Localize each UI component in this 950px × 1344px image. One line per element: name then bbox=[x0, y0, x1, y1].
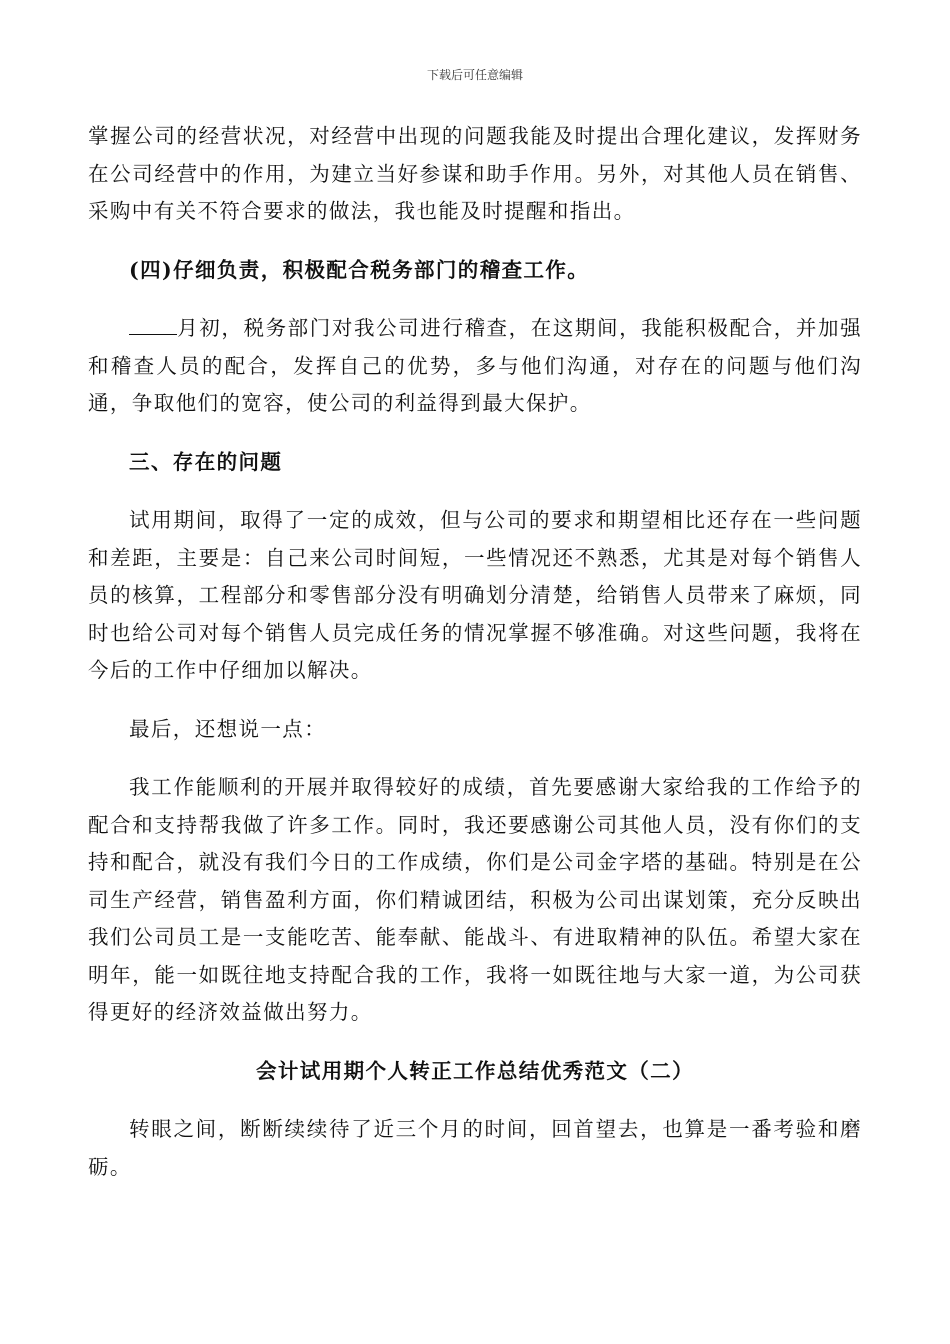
blank-line bbox=[129, 316, 177, 335]
paragraph-finally: 最后，还想说一点： bbox=[129, 716, 327, 741]
paragraph-intro-part-2: 转眼之间，断断续续待了近三个月的时间，回首望去，也算是一番考验和磨砺。 bbox=[88, 1117, 862, 1179]
paragraph-thanks: 我工作能顺利的开展并取得较好的成绩，首先要感谢大家给我的工作给予的配合和支持帮我做了许多工作。同时，我还要感谢公司其他人员，没有你们的支持和配合，就没有我们今日的工作成绩，你们是公司金字塔的基础。特别是在公司生产经营，销售盈利方面，你们精诚团结，积极为公司出谋划策，充分反映出我们公司员工是一支能吃苦、能奉献、能战斗、有进取精神的队伍。希望大家在明年，能一如既往地支持配合我的工作，我将一如既往地与大家一道，为公司获得更好的经济效益做出努力。 bbox=[88, 775, 862, 1024]
document-title-part-2: 会计试用期个人转正工作总结优秀范文（二） bbox=[256, 1058, 694, 1083]
page-header: 下载后可任意编辑 bbox=[426, 68, 523, 82]
heading-subsection-4: (四)仔细负责，积极配合税务部门的稽查工作。 bbox=[129, 257, 590, 282]
paragraph-continuation: 掌握公司的经营状况，对经营中出现的问题我能及时提出合理化建议，发挥财务在公司经营中的作用，为建立当好参谋和助手作用。另外，对其他人员在销售、采购中有关不符合要求的做法，我也能及时提醒和指出。 bbox=[88, 124, 862, 223]
paragraph-tax-audit-text: 月初，税务部门对我公司进行稽查，在这期间，我能积极配合，并加强和稽查人员的配合，发挥自己的优势，多与他们沟通，对存在的问题与他们沟通，争取他们的宽容，使公司的利益得到最大保护。 bbox=[88, 316, 862, 415]
heading-section-3: 三、存在的问题 bbox=[129, 449, 283, 474]
document-body bbox=[88, 118, 862, 1186]
paragraph-tax-audit bbox=[88, 310, 862, 423]
paragraph-problems: 试用期间，取得了一定的成效，但与公司的要求和期望相比还存在一些问题和差距，主要是：自己来公司时间短，一些情况还不熟悉，尤其是对每个销售人员的核算，工程部分和零售部分没有明确划分清楚，给销售人员带来了麻烦，同时也给公司对每个销售人员完成任务的情况掌握不够准确。对这些问题，我将在今后的工作中仔细加以解决。 bbox=[88, 508, 862, 682]
